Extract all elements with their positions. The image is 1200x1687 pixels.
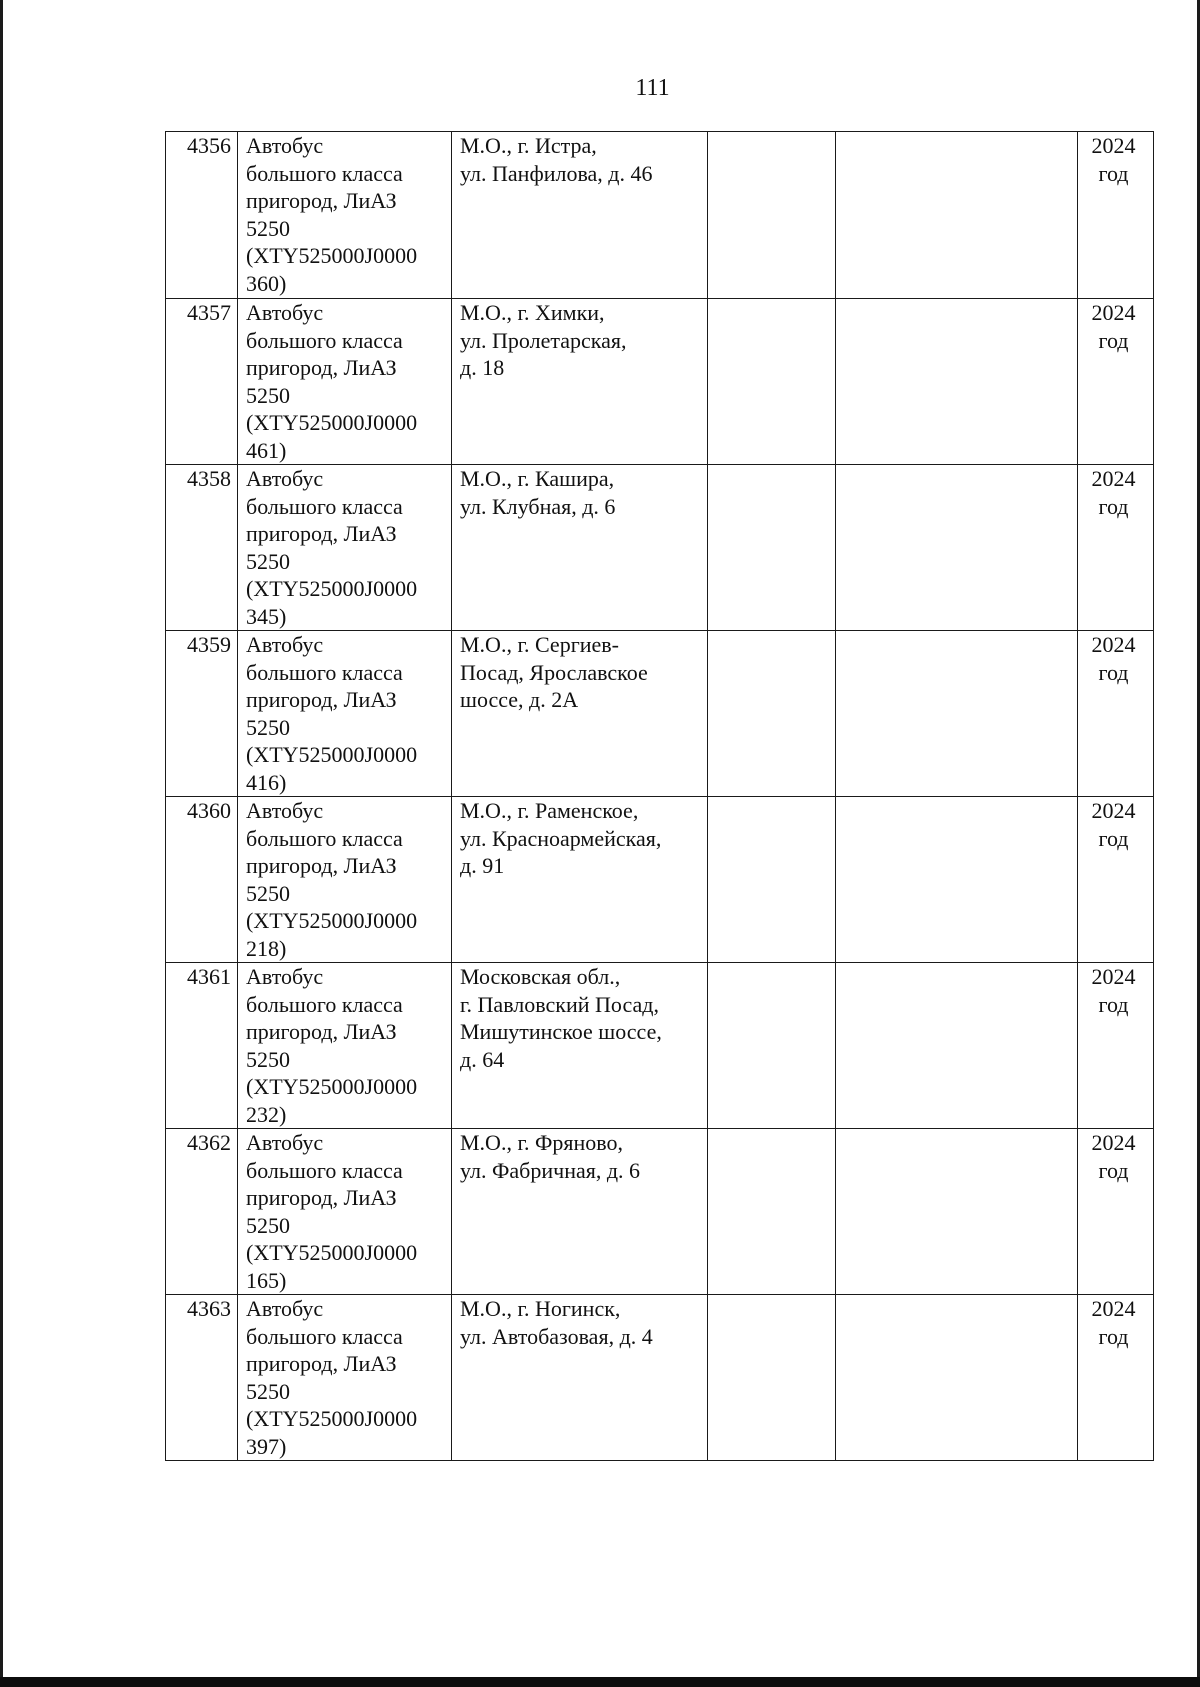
vehicle-description-line: Автобус [246,964,324,989]
row-number-cell [166,132,238,299]
address-line: М.О., г. Раменское, [460,798,639,823]
year-line: год [1098,1157,1129,1183]
address-line: ул. Красноармейская, [460,825,662,851]
empty-cell-col4 [708,963,836,1129]
address-line: М.О., г. Сергиев- [460,632,619,657]
vehicle-description-line: 5250 [246,1046,290,1072]
vehicle-description-line: пригород, ЛиАЗ [246,1185,397,1210]
table-row [166,963,1154,1129]
address-line: М.О., г. Кашира, [460,466,615,491]
empty-cell-col5 [836,1295,1078,1461]
year-line: 2024 [1091,964,1136,989]
vehicle-description-line: Автобус [246,466,324,491]
address-cell [452,132,708,299]
row-number-cell [166,299,238,465]
empty-cell-col4 [708,1295,836,1461]
empty-cell-col4 [708,797,836,963]
table-row [166,631,1154,797]
vehicle-description-line: пригород, ЛиАЗ [246,687,397,712]
vehicle-description-line: 165) [246,1267,287,1293]
row-number: 4360 [187,798,231,823]
address-line: М.О., г. Химки, [460,300,605,325]
vehicle-description-line: (XTY525000J0000 [246,576,418,601]
vehicle-description-line: (XTY525000J0000 [246,1406,418,1431]
address-cell [452,465,708,631]
vehicle-description-line: 232) [246,1101,287,1127]
table-row [166,1129,1154,1295]
address-cell [452,299,708,465]
empty-cell-col4 [708,132,836,299]
row-number-cell [166,1295,238,1461]
empty-cell-col4 [708,299,836,465]
year-cell [1078,797,1154,963]
year-cell [1078,963,1154,1129]
page-number: 111 [635,75,670,101]
empty-cell-col5 [836,299,1078,465]
address-line: М.О., г. Истра, [460,133,597,158]
vehicle-description-line: 5250 [246,382,290,408]
vehicle-description-cell [238,465,452,631]
address-line: М.О., г. Фряново, [460,1130,624,1155]
address-line: д. 64 [460,1046,505,1072]
address-line: Посад, Ярославское [460,659,648,685]
vehicle-description-line: пригород, ЛиАЗ [246,355,397,380]
vehicle-description-line: пригород, ЛиАЗ [246,188,397,213]
address-line: ул. Фабричная, д. 6 [460,1157,641,1183]
vehicle-description-line: (XTY525000J0000 [246,410,418,435]
empty-cell-col5 [836,631,1078,797]
vehicle-description-line: большого класса [246,825,403,851]
row-number: 4356 [187,133,231,158]
empty-cell-col4 [708,465,836,631]
vehicle-description-cell [238,797,452,963]
address-line: ул. Пролетарская, [460,327,627,353]
year-line: 2024 [1091,632,1136,657]
year-line: 2024 [1091,1130,1136,1155]
row-number: 4361 [187,964,231,989]
row-number-cell [166,465,238,631]
row-number: 4358 [187,466,231,491]
vehicle-description-line: Автобус [246,1130,324,1155]
address-line: д. 91 [460,853,505,878]
address-line: г. Павловский Посад, [460,991,659,1017]
vehicle-description-line: пригород, ЛиАЗ [246,1019,397,1044]
address-line: ул. Автобазовая, д. 4 [460,1323,653,1349]
row-number: 4357 [187,300,231,325]
vehicle-description-line: Автобус [246,133,324,158]
address-cell [452,963,708,1129]
vehicle-description-line: Автобус [246,300,324,325]
vehicle-description-line: пригород, ЛиАЗ [246,1351,397,1376]
row-number-cell [166,963,238,1129]
address-cell [452,631,708,797]
year-line: 2024 [1091,300,1136,325]
vehicle-description-line: Автобус [246,1296,324,1321]
vehicle-description-line: Автобус [246,632,324,657]
row-number: 4363 [187,1296,231,1321]
year-line: год [1098,493,1129,519]
year-line: 2024 [1091,133,1136,158]
vehicle-registry-table [165,131,1154,1461]
vehicle-description-line: большого класса [246,659,403,685]
vehicle-description-line: 5250 [246,215,290,241]
vehicle-description-line: 5250 [246,1212,290,1238]
vehicle-description-cell [238,963,452,1129]
vehicle-description-line: 5250 [246,880,290,906]
table-row [166,299,1154,465]
table-row [166,797,1154,963]
table-row [166,132,1154,299]
address-line: М.О., г. Ногинск, [460,1296,621,1321]
row-number-cell [166,1129,238,1295]
scan-edge-bottom [0,1677,1200,1687]
vehicle-description-line: (XTY525000J0000 [246,908,418,933]
year-cell [1078,132,1154,299]
vehicle-description-cell [238,631,452,797]
vehicle-description-line: Автобус [246,798,324,823]
vehicle-description-line: большого класса [246,160,403,186]
vehicle-description-line: 397) [246,1433,287,1459]
vehicle-description-line: пригород, ЛиАЗ [246,521,397,546]
row-number: 4359 [187,632,231,657]
address-line: ул. Панфилова, д. 46 [460,160,653,186]
vehicle-description-line: большого класса [246,1157,403,1183]
year-line: 2024 [1091,1296,1136,1321]
vehicle-description-line: большого класса [246,991,403,1017]
address-line: шоссе, д. 2А [460,687,579,712]
address-line: ул. Клубная, д. 6 [460,493,616,519]
address-cell [452,797,708,963]
empty-cell-col5 [836,797,1078,963]
vehicle-description-line: 5250 [246,1378,290,1404]
vehicle-description-line: 5250 [246,548,290,574]
row-number-cell [166,631,238,797]
address-line: Мишутинское шоссе, [460,1019,662,1044]
vehicle-description-line: большого класса [246,327,403,353]
year-cell [1078,631,1154,797]
year-cell [1078,465,1154,631]
address-cell [452,1129,708,1295]
year-line: год [1098,659,1129,685]
vehicle-description-line: 218) [246,935,287,961]
row-number-cell [166,797,238,963]
table-row [166,465,1154,631]
year-line: год [1098,1323,1129,1349]
address-line: Московская обл., [460,964,621,989]
registry-body [166,132,1154,1461]
scan-edge-left [0,0,3,1687]
year-line: 2024 [1091,466,1136,491]
vehicle-description-line: (XTY525000J0000 [246,742,418,767]
year-cell [1078,1129,1154,1295]
year-cell [1078,299,1154,465]
vehicle-description-line: большого класса [246,1323,403,1349]
vehicle-description-line: 461) [246,437,287,463]
empty-cell-col5 [836,132,1078,299]
vehicle-description-line: 360) [246,270,287,296]
vehicle-description-line: большого класса [246,493,403,519]
vehicle-description-line: пригород, ЛиАЗ [246,853,397,878]
address-cell [452,1295,708,1461]
empty-cell-col5 [836,465,1078,631]
empty-cell-col4 [708,1129,836,1295]
empty-cell-col5 [836,963,1078,1129]
year-line: 2024 [1091,798,1136,823]
vehicle-description-line: 345) [246,603,287,629]
vehicle-description-line: (XTY525000J0000 [246,1240,418,1265]
year-line: год [1098,160,1129,186]
year-line: год [1098,327,1129,353]
empty-cell-col4 [708,631,836,797]
year-line: год [1098,825,1129,851]
empty-cell-col5 [836,1129,1078,1295]
vehicle-description-line: 416) [246,769,287,795]
address-line: д. 18 [460,355,505,380]
vehicle-description-line: (XTY525000J0000 [246,1074,418,1099]
vehicle-description-cell [238,299,452,465]
vehicle-description-cell [238,1295,452,1461]
vehicle-description-cell [238,1129,452,1295]
vehicle-description-line: (XTY525000J0000 [246,243,418,268]
year-line: год [1098,991,1129,1017]
row-number: 4362 [187,1130,231,1155]
vehicle-description-cell [238,132,452,299]
table-row [166,1295,1154,1461]
vehicle-description-line: 5250 [246,714,290,740]
year-cell [1078,1295,1154,1461]
